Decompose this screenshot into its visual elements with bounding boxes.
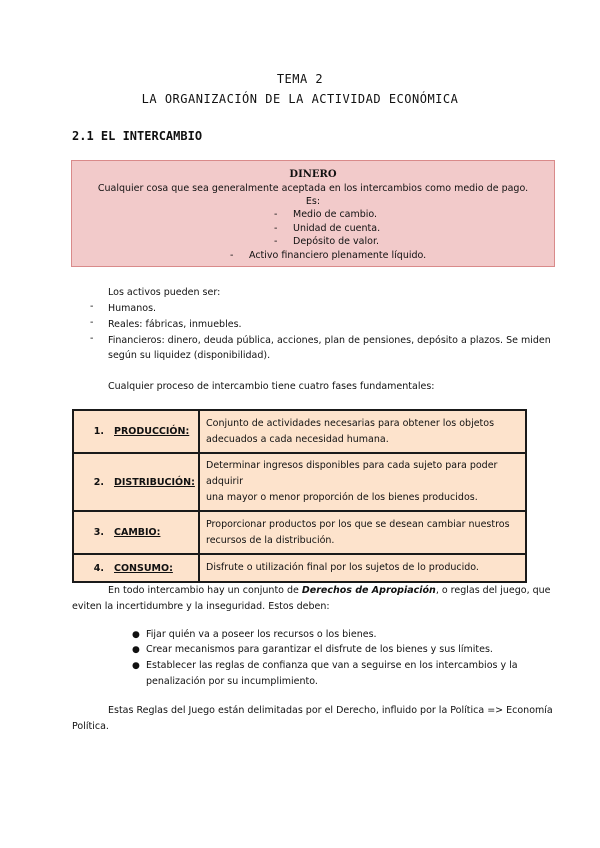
phase-desc-line: Determinar ingresos disponibles para cada sujeto para poder adquirir	[206, 460, 498, 487]
phase-label: CONSUMO:	[114, 562, 173, 574]
activo-item-continued: según su liquidez (disponibilidad).	[108, 350, 271, 361]
activo-item: Humanos.	[108, 303, 157, 314]
phase-name-cell	[73, 554, 199, 582]
phase-name-cell	[73, 453, 199, 511]
conclusion-line: Estas Reglas del Juego están delimitadas por el Derecho, influido por la Política => Economía	[108, 705, 553, 716]
page-subtitle: LA ORGANIZACIÓN DE LA ACTIVIDAD ECONÓMICA	[141, 92, 459, 106]
dinero-es-label: Es:	[305, 196, 321, 207]
phase-label: PRODUCCIÓN:	[114, 426, 190, 437]
phase-desc-cell	[199, 554, 526, 582]
list-dash: -	[90, 317, 94, 328]
dinero-dash: -	[274, 236, 278, 247]
section-heading: 2.1 EL INTERCAMBIO	[72, 129, 203, 143]
phase-number: 3.	[93, 527, 104, 538]
dinero-item: Unidad de cuenta.	[293, 223, 381, 234]
phase-desc-cell	[199, 511, 526, 554]
bullet-icon: ●	[132, 645, 140, 655]
derechos-text: En todo intercambio hay un conjunto de	[108, 585, 302, 596]
dinero-item: Medio de cambio.	[293, 209, 378, 220]
bullet-item: Establecer las reglas de confianza que van a seguirse en los intercambios y la	[146, 660, 518, 671]
phases-table	[72, 409, 527, 583]
bullet-icon: ●	[132, 630, 140, 640]
table-row	[73, 453, 526, 511]
table-row	[73, 410, 526, 453]
dinero-box	[71, 160, 555, 267]
bullet-item: Crear mecanismos para garantizar el disfrute de los bienes y sus límites.	[146, 644, 493, 655]
derechos-line	[108, 583, 551, 598]
derechos-text: , o reglas del juego, que	[435, 585, 551, 596]
phase-name-cell	[73, 410, 199, 453]
dinero-dash: -	[230, 250, 234, 261]
phase-desc-cell	[199, 410, 526, 453]
activo-item: Financieros: dinero, deuda pública, acciones, plan de pensiones, depósito a plazos. Se miden	[108, 335, 551, 346]
proceso-intro: Cualquier proceso de intercambio tiene cuatro fases fundamentales:	[108, 381, 435, 392]
list-dash: -	[90, 333, 94, 344]
list-dash: -	[90, 301, 94, 312]
activos-intro: Los activos pueden ser:	[108, 287, 221, 298]
dinero-item: Depósito de valor.	[293, 236, 379, 247]
phase-desc-line: Disfrute o utilización final por los sujetos de lo producido.	[206, 562, 479, 573]
phase-number: 4.	[93, 562, 104, 574]
dinero-dash: -	[274, 209, 278, 220]
table-row	[73, 554, 526, 582]
phase-desc-line: una mayor o menor proporción de los bienes producidos.	[206, 492, 478, 503]
dinero-dash: -	[274, 223, 278, 234]
phase-desc-cell	[199, 453, 526, 511]
phase-desc-line: recursos de la distribución.	[206, 534, 335, 546]
dinero-item: Activo financiero plenamente líquido.	[249, 250, 427, 261]
phase-desc-line: Conjunto de actividades necesarias para obtener los objetos	[206, 417, 495, 429]
bullet-item-continued: penalización por su incumplimiento.	[146, 676, 318, 687]
table-row	[73, 511, 526, 554]
phase-number: 1.	[93, 426, 104, 437]
phase-label: CAMBIO:	[114, 527, 161, 538]
activo-item: Reales: fábricas, inmuebles.	[108, 319, 242, 330]
derechos-emphasis: Derechos de Apropiación	[301, 585, 436, 596]
conclusion-line: Política.	[72, 721, 109, 732]
phase-label: DISTRIBUCIÓN:	[114, 476, 195, 488]
bullet-icon: ●	[132, 661, 140, 671]
page-title: TEMA 2	[276, 72, 324, 86]
dinero-definition: Cualquier cosa que sea generalmente aceptada en los intercambios como medio de pago.	[97, 183, 529, 194]
bullet-item: Fijar quién va a poseer los recursos o los bienes.	[146, 629, 377, 640]
phase-desc-line: Proporcionar productos por los que se desean cambiar nuestros	[206, 518, 510, 530]
phase-desc-line: adecuados a cada necesidad humana.	[206, 433, 389, 445]
derechos-line: eviten la incertidumbre y la inseguridad. Estos deben:	[72, 601, 330, 612]
dinero-heading: DINERO	[289, 169, 337, 180]
phase-number: 2.	[93, 476, 104, 488]
phase-name-cell	[73, 511, 199, 554]
